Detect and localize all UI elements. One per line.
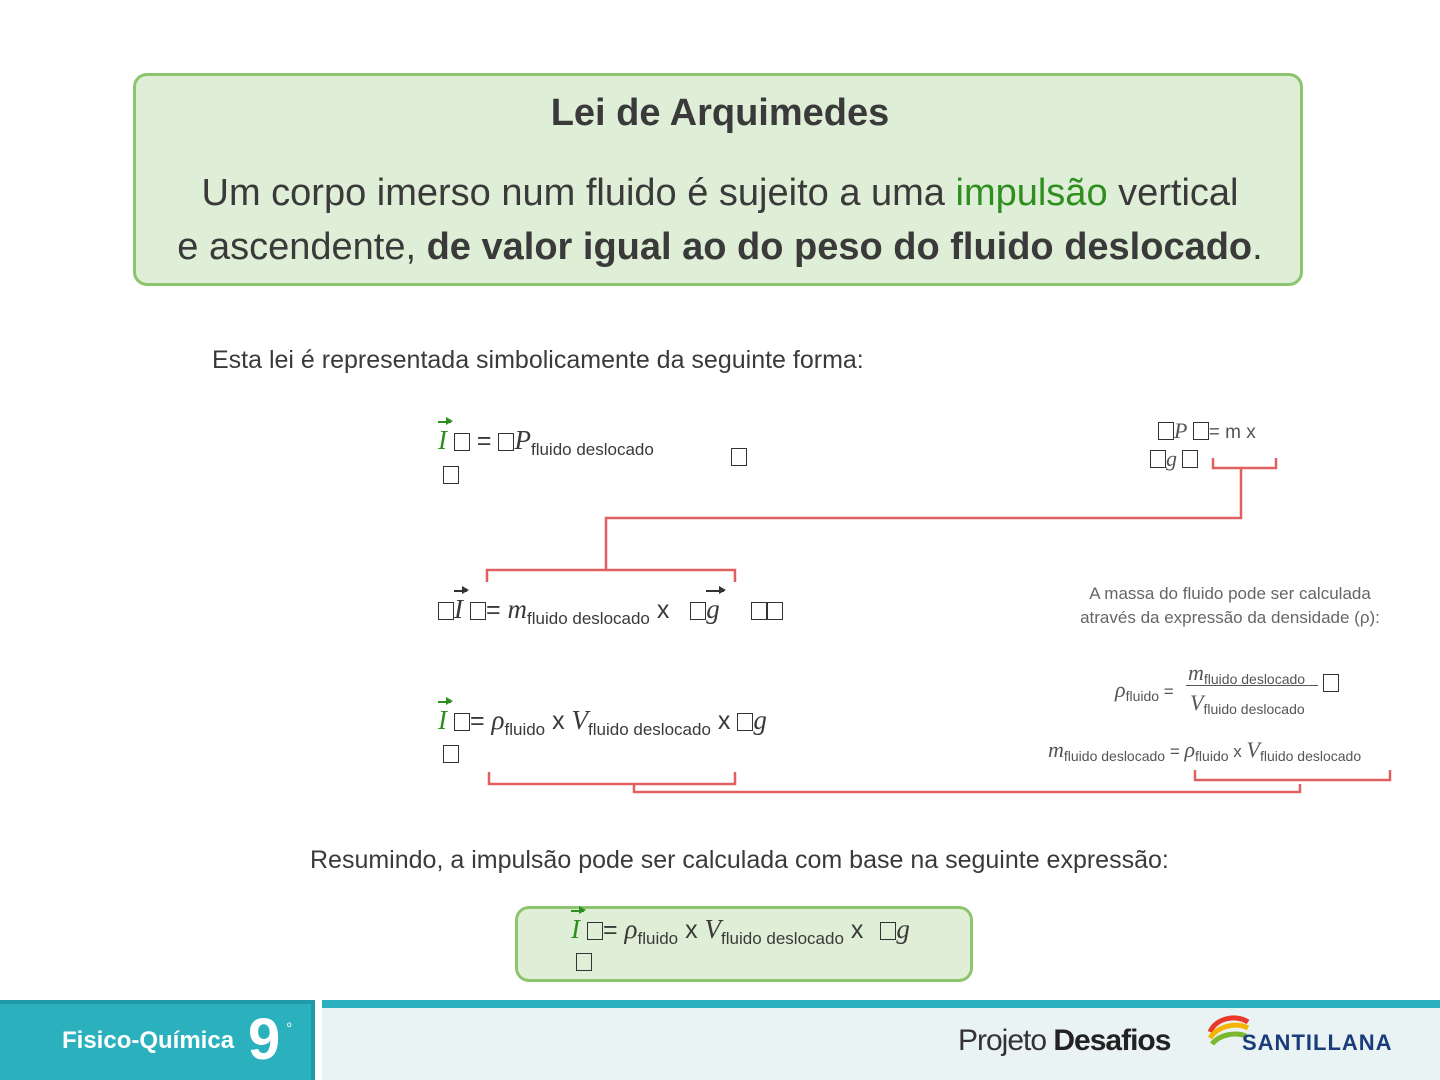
impulse-word: impulsão (955, 172, 1108, 214)
missing-glyph (438, 602, 454, 620)
missing-glyph (443, 466, 459, 484)
gravity-symbol: g (706, 594, 720, 624)
weight-connector (606, 468, 1241, 570)
missing-glyph (690, 602, 706, 620)
missing-glyph (1150, 450, 1166, 468)
missing-glyph (470, 602, 486, 620)
fraction-bar (1186, 685, 1318, 686)
density-numerator: $m_{fluido deslocado}$ (1188, 660, 1306, 687)
law-key-phrase: de valor igual ao do peso do fluido deslocado (426, 226, 1253, 268)
law-statement-line2: e ascendente, de valor igual ao do peso do fluido deslocado. (177, 226, 1263, 268)
missing-glyph (751, 602, 767, 620)
formula-3: $I = \rho_{fluido}$ x $V_{fluido deslocado}$ x g (438, 705, 767, 739)
formula-1: $I = P_{fluido deslocado}$ (438, 425, 654, 459)
missing-glyph (443, 745, 459, 763)
missing-glyph (454, 713, 470, 731)
publisher-name: SANTILLANA (1242, 1030, 1393, 1055)
missing-glyph (737, 713, 753, 731)
subject-label: Fisico-Química (62, 1027, 235, 1054)
formula-2: $I = m_{fluido deslocado}$ x g (438, 594, 783, 629)
impulse-symbol: I (571, 914, 580, 944)
missing-glyph (731, 448, 747, 466)
project-logo: Projeto Desafios (958, 1024, 1171, 1057)
weight-formula: P = m x (1158, 418, 1256, 444)
missing-glyph (576, 953, 592, 971)
mass-eq-bracket (1195, 770, 1390, 780)
law-title: Lei de Arquimedes (550, 92, 890, 134)
footer-band (322, 1000, 1440, 1008)
density-lhs: $\rho_{fluido}$ = (1115, 677, 1174, 704)
missing-glyph (1323, 674, 1339, 692)
summary-formula: $I = \rho_{fluido}$ x $V_{fluido deslocado}$ x g (571, 914, 910, 948)
density-denominator: $V_{fluido deslocado}$ (1190, 690, 1305, 717)
impulse-symbol: I (454, 594, 463, 624)
mass-equation: $m_{fluido deslocado} = \rho_{fluido}$ x $V_{fluido deslocado}$ (1048, 737, 1362, 764)
grade-number: 9 (248, 1007, 281, 1072)
missing-glyph (767, 602, 783, 620)
missing-glyph (498, 433, 514, 451)
grade-ordinal: º (287, 1020, 292, 1034)
missing-glyph (1182, 450, 1198, 468)
gravity-symbol: g (896, 914, 910, 944)
weight-bracket (1213, 458, 1276, 468)
missing-glyph (1158, 422, 1174, 440)
missing-glyph (454, 433, 470, 451)
law-statement-line1: Um corpo imerso num fluido é sujeito a uma impulsão vertical (201, 172, 1239, 214)
summary-text: Resumindo, a impulsão pode ser calculada com base na seguinte expressão: (310, 846, 1169, 874)
impulse-symbol: I (438, 705, 447, 735)
gravity-symbol: g (753, 705, 767, 735)
missing-glyph (587, 922, 603, 940)
mass-bracket (487, 570, 735, 582)
missing-glyph (880, 922, 896, 940)
rho-v-bracket (489, 772, 735, 784)
mass-note: A massa do fluido pode ser calculada através da expressão da densidade (ρ): (1080, 584, 1380, 627)
weight-formula-g: g (1150, 446, 1198, 472)
impulse-symbol: I (438, 425, 447, 455)
missing-glyph (1193, 422, 1209, 440)
intro-text: Esta lei é representada simbolicamente da seguinte forma: (212, 346, 864, 374)
